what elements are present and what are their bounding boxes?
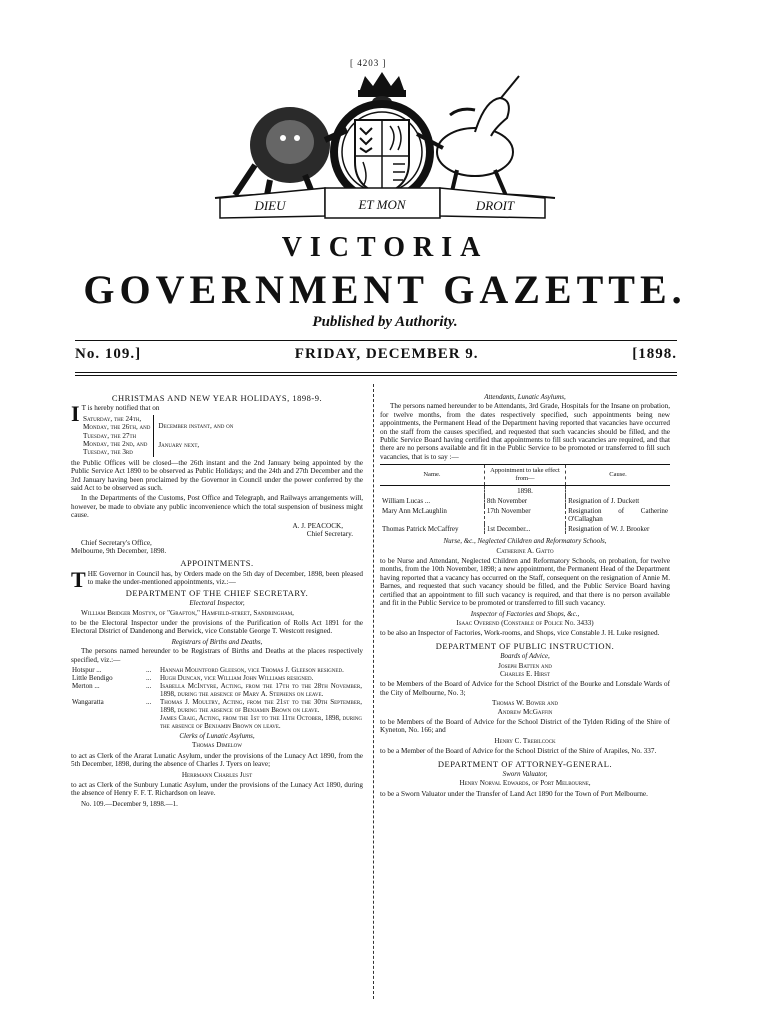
registrar-place: Hotspur ... — [72, 665, 102, 674]
holidays-office: Chief Secretary's Office, — [81, 538, 152, 547]
attendant-cause: Resignation of Catherine O'Callaghan — [566, 506, 670, 524]
attendant-name: Mary Ann McLaughlin — [382, 507, 447, 516]
masthead-rule-top — [75, 340, 677, 341]
attendant-cause: Resignation of J. Duckett — [566, 496, 670, 506]
factories-body: to be also an Inspector of Factories, Work-rooms, and Shops, vice Constable J. H. Luke resigned. — [380, 629, 660, 638]
registrar-entry: Hugh Duncan, vice William John Williams resigned. — [160, 673, 314, 682]
issue-number: No. 109.] — [75, 346, 142, 362]
holiday-date: Saturday, the 24th, — [83, 414, 142, 423]
left-column — [71, 392, 363, 810]
registrar-entry: Thomas J. Moultry, Acting, from the 21st to the 30th September, 1898, during the absence of Benjamin Brown on leave. — [160, 697, 362, 714]
nurse-body: to be Nurse and Attendant, Neglected Children and Reformatory Schools, on probation, for twelve months, from the 10th November, 1898; a new appointment, the Permanent Head of the Department having reported that a vacancy has occurred on the Staff, consequent on the resignation of Annie M. Barnes, and requested that such vacancy should be filled, and the Public Service Board having certified that an appointment to fill such vacancy is required, and that there is no person available and fit in the Public Service to be promoted or transferred to fill such vacancy. — [380, 557, 670, 608]
appointments-intro: HE Governor in Council has, by Orders made on the 5th day of December, 1898, been pleased to make the under-mentioned appointments, viz.:— — [87, 569, 363, 587]
registrar-entry: James Craig, Acting, from the 1st to the 11th October, 1898, during the absence of Benjamin Brown on leave. — [160, 713, 362, 730]
nurse-name: Catherine A. Gatto — [496, 546, 554, 555]
registrar-entry: Hannah Mountford Gleeson, vice Thomas J. Gleeson resigned. — [160, 665, 344, 674]
holiday-date: Tuesday, the 27th — [83, 431, 137, 440]
attendants-body: The persons named hereunder to be Attendants, 3rd Grade, Hospitals for the Insane on probation, for twelve months, from the dates respectively specified, such appointments being new appointments, the Permanent Head of the Department having reported that vacancies have occurred on the staff from the causes specified, and requested that such vacancies should be filled, and the Public Service Board having certified that appointments to fill such vacancies are required, and that there are no persons available and fit in the Public Service to be promoted or transferred to fill such vacancies, that is to say :— — [380, 402, 670, 461]
registrar-place — [71, 714, 145, 730]
table-row — [380, 506, 670, 524]
advice3-body: to be a Member of the Board of Advice for the School District of the Shire of Arapiles, No. 337. — [380, 747, 657, 756]
registrars-heading: Registrars of Births and Deaths, — [171, 637, 263, 646]
nurse-heading: Nurse, &c., Neglected Children and Reformatory Schools, — [443, 537, 607, 546]
attendant-date: 8th November — [484, 496, 565, 506]
page-number: [ 4203 ] — [350, 58, 387, 68]
valuator-body: to be a Sworn Valuator under the Transfer of Land Act 1890 for the Town of Port Melbourne. — [380, 789, 648, 798]
masthead-rule-bottom-thin — [75, 375, 677, 376]
clerk2-body: to act as Clerk of the Sunbury Lunatic Asylum, under the provisions of the Lunacy Act 1890, during the absence of Henry F. F. T. Richardson on leave. — [71, 781, 363, 798]
table-row — [71, 674, 363, 682]
registrar-place: Wangaratta — [72, 697, 104, 706]
holidays-office-date: Melbourne, 9th December, 1898. — [71, 546, 167, 555]
registrars-intro: The persons named hereunder to be Registrars of Births and Deaths at the places respectively specified, viz.:— — [71, 647, 363, 664]
advice2-name: Thomas W. Bower and — [492, 699, 558, 708]
advice-heading: Boards of Advice, — [500, 652, 550, 661]
clerk1-name: Thomas Dimelow — [192, 741, 242, 750]
holiday-date: Monday, the 26th, and — [83, 423, 151, 432]
attendants-heading: Attendants, Lunatic Asylums, — [484, 393, 566, 401]
attendant-date: 17th November — [484, 506, 565, 524]
advice1-body: to be Members of the Board of Advice for the School District of the Bourke and Lonsdale Wards of the City of Melbourne, No. 3; — [380, 680, 670, 697]
title-government-gazette: GOVERNMENT GAZETTE. — [83, 267, 687, 312]
holidays-body-2: In the Departments of the Customs, Post Office and Telegraph, and Railways arrangements will, however, be made to obviate any public inconvenience which the total suspension of business might cause. — [71, 494, 363, 520]
advice2-name: Andrew McGaffin — [497, 707, 553, 716]
title-victoria: VICTORIA — [281, 232, 489, 263]
electoral-inspector-heading: Electoral Inspector, — [189, 599, 245, 608]
clerk1-body: to act as Clerk of the Ararat Lunatic Asylum, under the provisions of the Lunacy Act 1890, from the 5th December, 1898, during the absence of Charles J. Tyers on leave; — [71, 751, 363, 769]
appointments-dropcap: T — [71, 566, 86, 592]
crest-motto-left: DIEU — [254, 198, 286, 213]
electoral-inspector-name: William Bridger Mostyn, of "Grafton," Hamfield-street, Sandringham, — [81, 608, 294, 617]
table-row — [71, 682, 363, 698]
table-header-row — [380, 465, 670, 486]
dept-chief-secretary: DEPARTMENT OF THE CHIEF SECRETARY. — [125, 587, 309, 598]
column-header-cause: Cause. — [566, 465, 670, 486]
crest-motto-middle: ET MON — [358, 197, 406, 212]
holiday-date: Tuesday, the 3rd — [83, 448, 133, 457]
page-footer: No. 109.—December 9, 1898.—1. — [81, 799, 178, 808]
advice3-name: Henry C. Trebilcock — [494, 736, 556, 745]
holidays-dropcap: I — [71, 401, 80, 427]
holidays-signature-title: Chief Secretary. — [306, 530, 353, 539]
table-row — [380, 486, 670, 497]
advice1-name: Charles E. Hirst — [499, 669, 551, 678]
holiday-dates — [83, 415, 363, 457]
table-row — [380, 496, 670, 506]
registrar-place: Merton ... — [72, 681, 100, 690]
advice1-name: Joseph Batten and — [498, 661, 552, 670]
attendant-name: William Lucas ... — [382, 497, 431, 506]
valuator-name: Henry Norval Edwards, of Port Melbourne, — [459, 779, 591, 788]
clerk2-name: Herrmann Charles Just — [181, 770, 253, 779]
registrar-entry: Isabella McIntyre, Acting, from the 17th to the 28th November, 1898, during the absence of Mary A. Stephens on leave. — [160, 681, 362, 698]
holiday-brace-text: December instant, and on — [158, 422, 234, 431]
registrar-dots — [145, 714, 159, 730]
table-row — [380, 524, 670, 534]
attendants-table — [380, 464, 670, 534]
registrar-dots: ... — [146, 697, 152, 706]
advice2-body: to be Members of the Board of Advice for the School District of the Tylden Riding of the Shire of Kyneton, No. 166; and — [380, 717, 670, 735]
royal-coat-of-arms-icon — [195, 70, 570, 220]
registrars-table — [71, 666, 363, 730]
holidays-heading: CHRISTMAS AND NEW YEAR HOLIDAYS, 1898-9. — [111, 393, 323, 403]
published-by-authority: Published by Authority. — [312, 314, 458, 330]
table-row — [71, 714, 363, 730]
table-row — [71, 666, 363, 674]
attendant-name: Thomas Patrick McCaffrey — [382, 525, 459, 534]
right-column — [380, 392, 670, 800]
dept-attorney-general: DEPARTMENT OF ATTORNEY-GENERAL. — [437, 758, 613, 769]
electoral-inspector-body: to be the Electoral Inspector under the provisions of the Purification of Rolls Act 1891 for the Electoral District of Dandenong and Berwick, vice Constable George T. Westcott resigned. — [71, 618, 363, 636]
crest-motto-right: DROIT — [475, 198, 515, 213]
holiday-brace-text: January next, — [158, 440, 200, 449]
holidays-signature: A. J. PEACOCK, — [292, 521, 343, 530]
table-row — [71, 698, 363, 714]
issue-date: FRIDAY, DECEMBER 9. — [294, 346, 479, 362]
registrar-dots: ... — [146, 673, 152, 682]
attendant-date: 1st December... — [484, 524, 565, 534]
attendant-cause: Resignation of W. J. Brooker — [566, 524, 670, 534]
masthead-bar — [75, 346, 677, 363]
dept-public-instruction: DEPARTMENT OF PUBLIC INSTRUCTION. — [435, 640, 615, 651]
registrar-dots: ... — [146, 665, 152, 674]
column-header-appointment: Appointment to take effect from— — [484, 465, 565, 486]
appointments-heading: APPOINTMENTS. — [180, 558, 254, 569]
registrar-dots: ... — [146, 681, 152, 690]
factories-heading: Inspector of Factories and Shops, &c., — [470, 609, 580, 618]
holidays-intro: T is hereby notified that on — [81, 404, 160, 413]
clerks-heading: Clerks of Lunatic Asylums, — [179, 731, 255, 740]
table-year: 1898. — [484, 486, 565, 497]
column-header-name: Name. — [380, 465, 484, 486]
column-divider — [373, 384, 374, 999]
issue-year: [1898. — [632, 346, 677, 362]
holiday-date: Monday, the 2nd, and — [83, 440, 148, 449]
holidays-body: the Public Offices will be closed—the 26th instant and the 2nd January being appointed by the Public Service Act 1890 to be observed as Public Holidays; and the 24th and 27th December and the 3rd January having been proclaimed by the Governor in Council under the power conferred by the said Act to be observed as such. — [71, 458, 363, 493]
valuator-heading: Sworn Valuator, — [502, 770, 548, 778]
factories-name: Isaac Overend (Constable of Police No. 3433) — [456, 618, 594, 627]
masthead-rule-bottom — [75, 372, 677, 373]
registrar-place: Little Bendigo — [72, 673, 113, 682]
